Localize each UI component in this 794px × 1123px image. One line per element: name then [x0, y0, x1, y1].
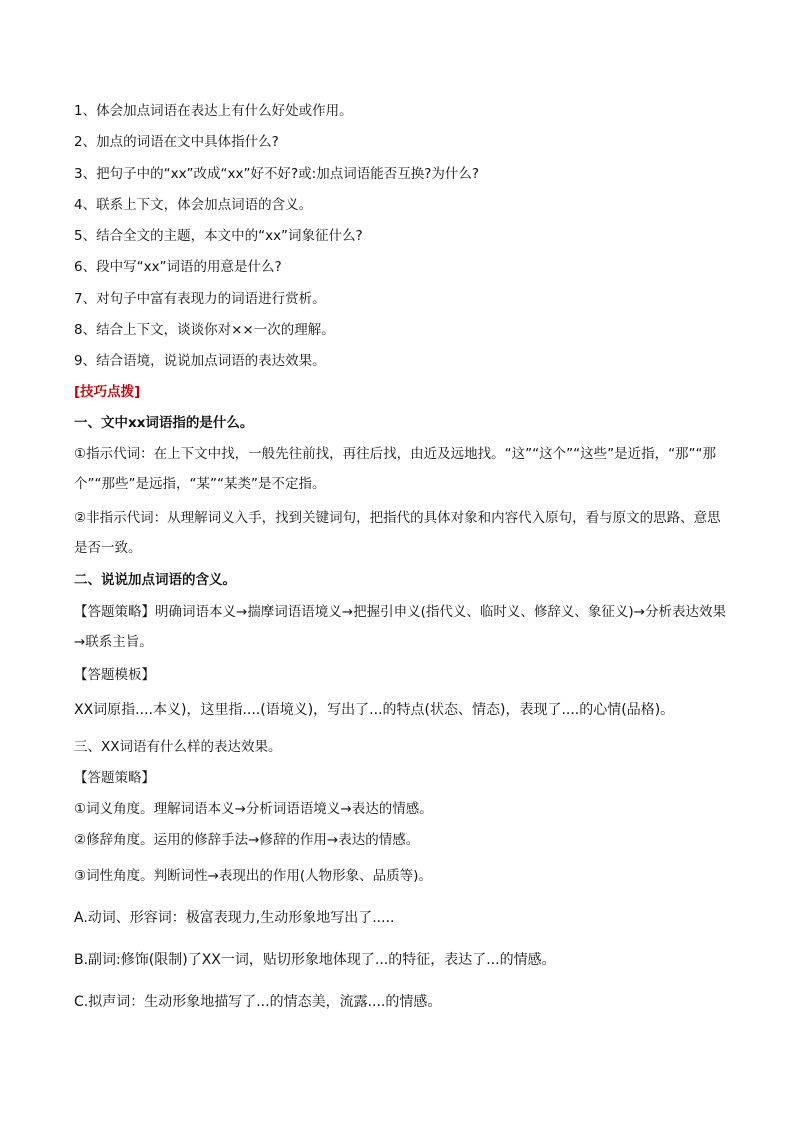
answer-a: A.动词、形容词：极富表现力,生动形象地写出了.....	[74, 910, 395, 926]
tips-heading: [技巧点拨]	[74, 384, 141, 400]
section3-strategy-label: 【答题策略】	[74, 770, 155, 786]
question-2: 2、加点的词语在文中具体指什么?	[74, 134, 279, 150]
answer-c: C.拟声词：生动形象地描写了...的情态美，流露....的情感。	[74, 994, 442, 1010]
question-1: 1、体会加点词语在表达上有什么好处或作用。	[74, 103, 353, 119]
question-9: 9、结合语境，说说加点词语的表达效果。	[74, 353, 326, 369]
section2-template: XX词原指....本义)，这里指....(语境义)，写出了...的特点(状态、情态)，表现了....的心情(品格)。	[74, 702, 675, 718]
section3-item-3: ③词性角度。判断词性→表现出的作用(人物形象、品质等)。	[74, 868, 432, 884]
section1-paragraph-2: ②非指示代词：从理解词义入手，找到关键词句，把指代的具体对象和内容代入原句，看与原文的思路、意思是否一致。	[74, 510, 721, 556]
question-5: 5、结合全文的主题，本文中的“xx”词象征什么?	[74, 228, 363, 244]
section3-heading: 三、XX词语有什么样的表达效果。	[74, 739, 282, 755]
question-8: 8、结合上下文，谈谈你对××一次的理解。	[74, 322, 335, 338]
section1-paragraph-1: ①指示代词：在上下文中找，一般先往前找，再往后找，由近及远地找。“这”“这个”“这些”是近指，“那”“那个”“那些”是远指，“某”“某类”是不定指。	[74, 446, 717, 492]
section2-template-label: 【答题模板】	[74, 667, 155, 683]
question-3: 3、把句子中的“xx”改成“xx”好不好?或:加点词语能否互换?为什么?	[74, 166, 480, 182]
answer-b: B.副词:修饰(限制)了XX一词，贴切形象地体现了...的特征，表达了...的情感。	[74, 952, 556, 968]
question-4: 4、联系上下文，体会加点词语的含义。	[74, 197, 313, 213]
question-7: 7、对句子中富有表现力的词语进行赏析。	[74, 291, 326, 307]
section2-strategy: 【答题策略】明确词语本义→揣摩词语语境义→把握引申义(指代义、临时义、修辞义、象征义)→分析表达效果→联系主旨。	[74, 604, 726, 650]
section3-item-2: ②修辞角度。运用的修辞手法→修辞的作用→表达的情感。	[74, 832, 420, 848]
section1-heading: 一、文中xx词语指的是什么。	[74, 415, 254, 431]
question-6: 6、段中写“xx”词语的用意是什么?	[74, 259, 282, 275]
section2-heading: 二、说说加点词语的含义。	[74, 572, 236, 588]
section3-item-1: ①词义角度。理解词语本义→分析词语语境义→表达的情感。	[74, 801, 433, 817]
